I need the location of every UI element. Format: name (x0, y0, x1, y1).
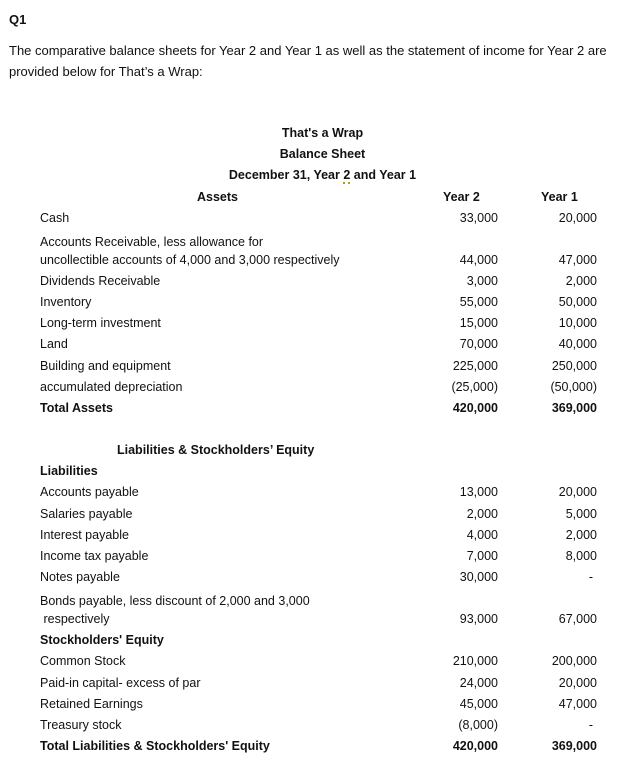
value-year2: 33,000 (459, 211, 498, 225)
value-year2: 4,000 (466, 528, 498, 542)
row-label: Cash (40, 211, 70, 225)
row-label: Paid-in capital- excess of par (40, 676, 201, 690)
date-year-marked: 2 (343, 168, 351, 182)
liabilities-heading: Liabilities (40, 464, 98, 478)
row-label: Total Assets (40, 401, 113, 415)
value-year2: 55,000 (459, 295, 498, 309)
row-label: Building and equipment (40, 359, 171, 373)
value-year1: 8,000 (565, 549, 597, 563)
row-label: Salaries payable (40, 507, 133, 521)
row-label-ar-line1: Accounts Receivable, less allowance for (40, 235, 264, 249)
value-year2: 2,000 (466, 507, 498, 521)
row-label-bonds-line1: Bonds payable, less discount of 2,000 and 3,000 (40, 594, 310, 608)
value-year2: 24,000 (459, 676, 498, 690)
row-label: accumulated depreciation (40, 380, 183, 394)
statement-title: Balance Sheet (279, 147, 366, 161)
value-year1: 67,000 (558, 612, 597, 626)
row-label: Income tax payable (40, 549, 149, 563)
row-label: Total Liabilities & Stockholders' Equity (40, 739, 270, 753)
value-year1: 20,000 (558, 211, 597, 225)
assets-heading: Assets (197, 190, 238, 204)
row-label: Accounts payable (40, 485, 139, 499)
value-year2: 210,000 (452, 654, 498, 668)
row-label: Interest payable (40, 528, 129, 542)
value-year2: (25,000) (451, 380, 498, 394)
value-year2: 3,000 (466, 274, 498, 288)
value-year1: 10,000 (558, 316, 597, 330)
value-year1: - (588, 570, 593, 584)
value-year2: 45,000 (459, 697, 498, 711)
value-year2: 420,000 (452, 401, 498, 415)
value-year2: 420,000 (452, 739, 498, 753)
equity-heading: Stockholders' Equity (40, 633, 164, 647)
row-label: respectively (40, 612, 110, 626)
value-year1: 20,000 (558, 676, 597, 690)
intro-text: The comparative balance sheets for Year 2 and Year 1 as well as the statement of income for Year 2 are provided below for That’s a Wrap: (9, 43, 607, 79)
statement-date (180, 168, 465, 182)
value-year1: 40,000 (558, 337, 597, 351)
row-label: Land (40, 337, 68, 351)
value-year2: 15,000 (459, 316, 498, 330)
value-year1: 47,000 (558, 253, 597, 267)
value-year2: 70,000 (459, 337, 498, 351)
value-year1: 2,000 (565, 528, 597, 542)
row-label: Common Stock (40, 654, 126, 668)
value-year1: - (588, 718, 593, 732)
value-year1: 50,000 (558, 295, 597, 309)
value-year2: 30,000 (459, 570, 498, 584)
value-year2: 44,000 (459, 253, 498, 267)
row-label: Notes payable (40, 570, 120, 584)
value-year1: 250,000 (551, 359, 597, 373)
value-year1: (50,000) (550, 380, 597, 394)
value-year1: 47,000 (558, 697, 597, 711)
value-year1: 5,000 (565, 507, 597, 521)
value-year2: 93,000 (459, 612, 498, 626)
value-year1: 20,000 (558, 485, 597, 499)
value-year2: (8,000) (458, 718, 498, 732)
date-after: and Year 1 (350, 168, 417, 182)
value-year2: 7,000 (466, 549, 498, 563)
value-year2: 13,000 (459, 485, 498, 499)
value-year1: 369,000 (551, 739, 597, 753)
question-label: Q1 (9, 12, 27, 27)
row-label: Inventory (40, 295, 92, 309)
value-year1: 200,000 (551, 654, 597, 668)
value-year2: 225,000 (452, 359, 498, 373)
date-before: December 31, Year (228, 168, 344, 182)
row-label: Retained Earnings (40, 697, 143, 711)
liabilities-equity-heading: Liabilities & Stockholders’ Equity (117, 443, 315, 457)
value-year1: 2,000 (565, 274, 597, 288)
column-header-year2: Year 2 (443, 190, 480, 204)
row-label: Dividends Receivable (40, 274, 161, 288)
row-label: uncollectible accounts of 4,000 and 3,000 respectively (40, 253, 340, 267)
value-year1: 369,000 (551, 401, 597, 415)
column-header-year1: Year 1 (541, 190, 578, 204)
company-name: That's a Wrap (281, 126, 364, 140)
row-label: Treasury stock (40, 718, 122, 732)
row-label: Long-term investment (40, 316, 161, 330)
